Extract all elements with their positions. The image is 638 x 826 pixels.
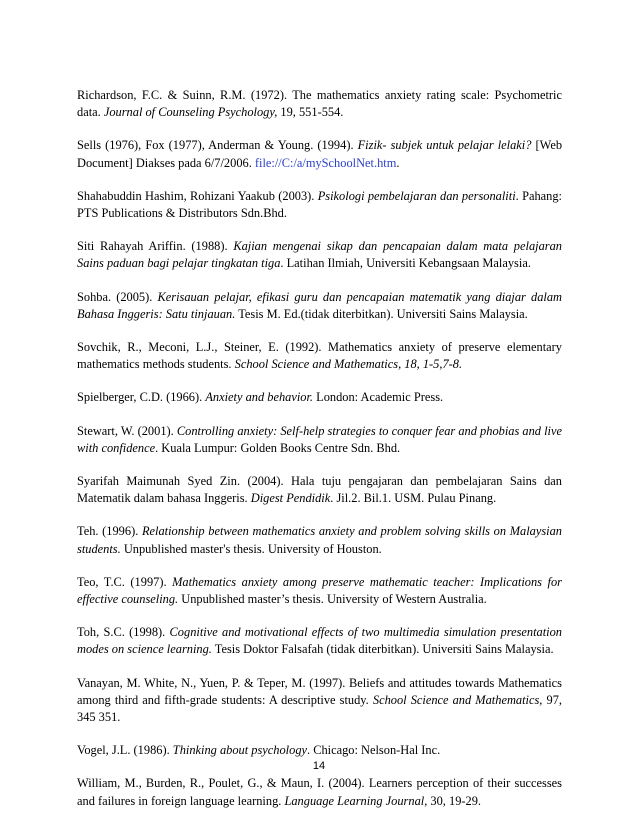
reference-text: . Kuala Lumpur: Golden Books Centre Sdn. Bhd. (155, 440, 401, 455)
reference-text: Tesis Doktor Falsafah (tidak diterbitkan). Universiti Sains Malaysia. (211, 642, 554, 657)
reference-italic-text: School Science and Mathematics, 18, 1-5,7-8. (234, 357, 463, 372)
reference-italic-text: Relationship between mathematics anxiety and problem solving skills on Malaysian students. (77, 524, 562, 556)
reference-italic-text: Kajian mengenai sikap dan pencapaian dalam mata pelajaran Sains paduan bagi pelajar tingkatan tiga (77, 239, 562, 271)
reference-text: Vanayan, M. White, N., Yuen, P. & Teper, M. (1997). Beliefs and attitudes towards Mathematics among third and fifth-grade students: A descriptive study. (77, 675, 562, 707)
reference-italic-text: Digest Pendidik (250, 491, 331, 506)
reference-link[interactable]: file://C:/a/mySchoolNet.htm (254, 155, 397, 170)
reference-entry (77, 423, 562, 457)
reference-text: Vogel, J.L. (1986). (77, 743, 173, 758)
reference-italic-text: Fizik- subjek untuk pelajar lelaki? (357, 138, 532, 153)
reference-text: Sovchik, R., Meconi, L.J., Steiner, E. (1992). Mathematics anxiety of preserve elementary mathematics methods students. (77, 340, 562, 372)
reference-entry (77, 473, 562, 507)
reference-text: Teh. (1996). (77, 524, 142, 539)
reference-text: Stewart, W. (2001). (77, 423, 177, 438)
reference-text: . (396, 155, 400, 170)
reference-text: London: Academic Press. (313, 390, 444, 405)
reference-entry (77, 339, 562, 373)
reference-italic-text: Thinking about psychology (172, 743, 308, 758)
reference-italic-text: Kerisauan pelajar, efikasi guru dan pencapaian matematik yang diajar dalam Bahasa Inggeris: Satu tinjauan. (77, 289, 562, 321)
reference-entry (77, 87, 562, 121)
reference-entry (77, 289, 562, 323)
reference-italic-text: School Science and Mathematics, (372, 692, 543, 707)
reference-italic-text: Anxiety and behavior. (205, 390, 314, 405)
reference-text: Siti Rahayah Ariffin. (1988). (77, 239, 234, 254)
reference-text: Unpublished master’s thesis. University of Western Australia. (178, 592, 487, 607)
reference-entry (77, 238, 562, 272)
reference-entry (77, 675, 562, 727)
reference-entry (77, 389, 562, 406)
reference-text: 19, 551-554. (277, 105, 344, 120)
reference-text: Toh, S.C. (1998). (77, 625, 170, 640)
reference-entry (77, 574, 562, 608)
reference-text: Sohba. (2005). (77, 289, 158, 304)
reference-entry (77, 775, 562, 809)
reference-entry (77, 523, 562, 557)
reference-text: Sells (1976), Fox (1977), Anderman & Young. (1994). (77, 138, 358, 153)
reference-text: Tesis M. Ed.(tidak diterbitkan). Universiti Sains Malaysia. (235, 306, 528, 321)
reference-text: Teo, T.C. (1997). (77, 574, 173, 589)
reference-text: 30, 19-29. (427, 793, 482, 808)
reference-text: Richardson, F.C. & Suinn, R.M. (1972). The mathematics anxiety rating scale: Psychometric data. (77, 88, 562, 120)
reference-entry (77, 742, 562, 759)
reference-list (77, 87, 562, 826)
reference-text: . Jil.2. Bil.1. USM. Pulau Pinang. (330, 491, 497, 506)
reference-entry (77, 137, 562, 171)
reference-text: Unpublished master's thesis. University of Houston. (120, 541, 382, 556)
reference-text: Spielberger, C.D. (1966). (77, 390, 206, 405)
reference-text: Shahabuddin Hashim, Rohizani Yaakub (2003). (77, 188, 318, 203)
reference-entry (77, 624, 562, 658)
reference-text: . Latihan Ilmiah, Universiti Kebangsaan Malaysia. (280, 256, 531, 271)
reference-text: . Pahang: PTS Publications & Distributors Sdn.Bhd. (77, 188, 562, 221)
reference-text: [Web Document] Diakses pada 6/7/2006. (77, 138, 563, 170)
reference-italic-text: Cognitive and motivational effects of two multimedia simulation presentation modes on science learning. (77, 625, 562, 657)
reference-text: Syarifah Maimunah Syed Zin. (2004). Hala tuju pengajaran dan pembelajaran Sains dan Matematik dalam bahasa Inggeris. (77, 474, 562, 506)
reference-entry (77, 188, 562, 222)
page-number: 14 (312, 760, 326, 772)
reference-text: 97, 345 351. (77, 692, 562, 725)
reference-italic-text: Controlling anxiety: Self-help strategies to conquer fear and phobias and live with confidence (77, 423, 562, 455)
reference-text: William, M., Burden, R., Poulet, G., & Maun, I. (2004). Learners perception of their successes and failures in foreign language learning. (77, 776, 562, 808)
reference-italic-text: Language Learning Journal, (284, 793, 428, 808)
reference-italic-text: Mathematics anxiety among preserve mathematic teacher: Implications for effective counseling. (77, 574, 562, 607)
reference-italic-text: Psikologi pembelajaran dan personaliti (317, 188, 516, 203)
reference-italic-text: Journal of Counseling Psychology, (103, 105, 278, 120)
reference-text: . Chicago: Nelson-Hal Inc. (307, 743, 441, 758)
